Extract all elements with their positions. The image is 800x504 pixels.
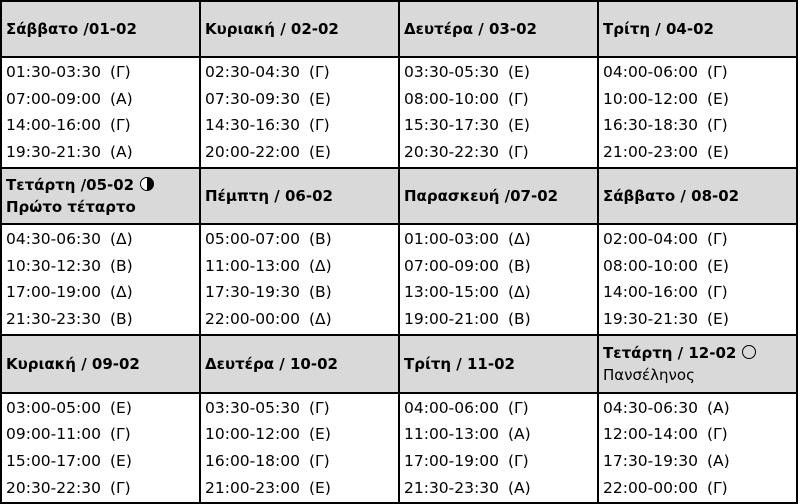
slot-code: (Α) bbox=[110, 143, 133, 162]
slot-time: 17:00-19:00 bbox=[6, 283, 101, 302]
time-slot bbox=[6, 306, 195, 333]
day-slots bbox=[200, 57, 399, 168]
slots-row bbox=[1, 224, 797, 335]
day-title: Κυριακή / 09-02 bbox=[6, 354, 140, 373]
slot-time: 07:00-09:00 bbox=[6, 89, 101, 108]
slot-code: (Ε) bbox=[707, 256, 729, 275]
time-slot bbox=[6, 475, 195, 502]
time-slot bbox=[205, 253, 394, 280]
slot-code: (Α) bbox=[707, 398, 730, 417]
slot-code: (Β) bbox=[110, 309, 133, 328]
slot-code: (Γ) bbox=[707, 229, 728, 248]
slot-code: (Δ) bbox=[309, 309, 332, 328]
slot-time: 22:00-00:00 bbox=[205, 309, 300, 328]
slot-code: (Ε) bbox=[110, 398, 132, 417]
time-slot bbox=[205, 448, 394, 475]
slot-code: (Β) bbox=[309, 283, 332, 302]
day-header bbox=[399, 1, 598, 57]
day-title: Τρίτη / 11-02 bbox=[404, 354, 515, 373]
slot-time: 04:00-06:00 bbox=[404, 398, 499, 417]
slot-time: 09:00-11:00 bbox=[6, 425, 101, 444]
slot-code: (Ε) bbox=[309, 425, 331, 444]
day-slots bbox=[598, 57, 797, 168]
day-header-row bbox=[1, 335, 797, 393]
time-slot bbox=[404, 475, 593, 502]
slot-code: (Γ) bbox=[707, 63, 728, 81]
slot-time: 08:00-10:00 bbox=[404, 89, 499, 108]
day-slots bbox=[1, 393, 200, 504]
day-title: Δευτέρα / 10-02 bbox=[205, 354, 338, 373]
time-slot bbox=[603, 421, 792, 448]
slot-time: 10:00-12:00 bbox=[603, 89, 698, 108]
time-slot bbox=[205, 395, 394, 422]
day-header bbox=[200, 335, 399, 393]
time-slot bbox=[603, 279, 792, 306]
slot-time: 19:30-21:30 bbox=[6, 143, 101, 162]
time-slot bbox=[603, 448, 792, 475]
slot-time: 15:30-17:30 bbox=[404, 116, 499, 135]
slot-time: 07:30-09:30 bbox=[205, 89, 300, 108]
slot-time: 08:00-10:00 bbox=[603, 256, 698, 275]
slot-code: (Γ) bbox=[309, 452, 330, 471]
time-slot bbox=[404, 279, 593, 306]
slots-row bbox=[1, 57, 797, 168]
slot-code: (Ε) bbox=[309, 478, 331, 497]
day-header bbox=[1, 1, 200, 57]
slot-code: (Γ) bbox=[110, 425, 131, 444]
slot-time: 12:00-14:00 bbox=[603, 425, 698, 444]
time-slot bbox=[603, 226, 792, 253]
time-slot bbox=[6, 279, 195, 306]
time-slot bbox=[404, 139, 593, 166]
full-moon-icon bbox=[742, 345, 756, 359]
slot-time: 05:00-07:00 bbox=[205, 229, 300, 248]
day-slots bbox=[598, 224, 797, 335]
slot-code: (Β) bbox=[309, 229, 332, 248]
slot-time: 19:00-21:00 bbox=[404, 309, 499, 328]
time-slot bbox=[603, 112, 792, 139]
day-title: Σάββατο /01-02 bbox=[6, 20, 137, 38]
slot-code: (Β) bbox=[508, 256, 531, 275]
time-slot bbox=[603, 475, 792, 502]
day-header bbox=[598, 335, 797, 393]
slot-time: 02:30-04:30 bbox=[205, 63, 300, 81]
slot-time: 21:30-23:30 bbox=[404, 478, 499, 497]
slot-time: 21:30-23:30 bbox=[6, 309, 101, 328]
slot-code: (Γ) bbox=[309, 63, 330, 81]
slot-code: (Α) bbox=[508, 478, 531, 497]
slot-time: 04:30-06:30 bbox=[603, 398, 698, 417]
slot-time: 04:00-06:00 bbox=[603, 63, 698, 81]
moon-phase-label: Πρώτο τέταρτο bbox=[6, 197, 136, 216]
slot-time: 14:30-16:30 bbox=[205, 116, 300, 135]
day-title: Τρίτη / 04-02 bbox=[603, 20, 714, 38]
slots-row bbox=[1, 393, 797, 504]
time-slot bbox=[205, 421, 394, 448]
slot-code: (Β) bbox=[508, 309, 531, 328]
slot-code: (Γ) bbox=[110, 116, 131, 135]
slot-code: (Ε) bbox=[309, 143, 331, 162]
day-slots bbox=[399, 224, 598, 335]
time-slot bbox=[603, 395, 792, 422]
time-slot bbox=[6, 395, 195, 422]
slot-code: (Δ) bbox=[508, 229, 531, 248]
slot-code: (Δ) bbox=[508, 283, 531, 302]
slot-time: 02:00-04:00 bbox=[603, 229, 698, 248]
day-slots bbox=[399, 393, 598, 504]
time-slot bbox=[205, 226, 394, 253]
day-header bbox=[598, 1, 797, 57]
time-slot bbox=[205, 59, 394, 86]
slot-time: 22:00-00:00 bbox=[603, 478, 698, 497]
slot-time: 10:00-12:00 bbox=[205, 425, 300, 444]
slot-code: (Β) bbox=[110, 256, 133, 275]
slot-code: (Ε) bbox=[707, 309, 729, 328]
slot-time: 17:00-19:00 bbox=[404, 452, 499, 471]
slot-code: (Γ) bbox=[508, 452, 529, 471]
time-slot bbox=[6, 139, 195, 166]
slot-code: (Γ) bbox=[110, 478, 131, 497]
slot-time: 14:00-16:00 bbox=[603, 283, 698, 302]
day-header bbox=[399, 168, 598, 224]
time-slot bbox=[404, 395, 593, 422]
slot-time: 01:30-03:30 bbox=[6, 63, 101, 81]
slot-code: (Γ) bbox=[707, 425, 728, 444]
slot-time: 14:00-16:00 bbox=[6, 116, 101, 135]
time-slot bbox=[404, 112, 593, 139]
slot-code: (Ε) bbox=[508, 116, 530, 135]
slot-code: (Α) bbox=[508, 425, 531, 444]
slot-time: 20:30-22:30 bbox=[404, 143, 499, 162]
slot-time: 15:00-17:00 bbox=[6, 452, 101, 471]
time-slot bbox=[603, 86, 792, 113]
time-slot bbox=[6, 448, 195, 475]
slot-time: 17:30-19:30 bbox=[603, 452, 698, 471]
slot-time: 10:30-12:30 bbox=[6, 256, 101, 275]
slot-code: (Γ) bbox=[110, 63, 131, 81]
day-header-row bbox=[1, 168, 797, 224]
day-header bbox=[200, 168, 399, 224]
time-slot bbox=[404, 86, 593, 113]
time-slot bbox=[6, 86, 195, 113]
slot-time: 19:30-21:30 bbox=[603, 309, 698, 328]
slot-time: 16:00-18:00 bbox=[205, 452, 300, 471]
time-slot bbox=[404, 226, 593, 253]
day-title: Σάββατο / 08-02 bbox=[603, 186, 740, 205]
slot-time: 20:00-22:00 bbox=[205, 143, 300, 162]
time-slot bbox=[603, 253, 792, 280]
time-slot bbox=[603, 59, 792, 86]
time-slot bbox=[603, 139, 792, 166]
day-title: Δευτέρα / 03-02 bbox=[404, 20, 537, 38]
slot-code: (Γ) bbox=[508, 143, 529, 162]
slot-code: (Ε) bbox=[508, 63, 530, 81]
time-slot bbox=[205, 112, 394, 139]
time-slot bbox=[205, 139, 394, 166]
time-slot bbox=[404, 253, 593, 280]
time-slot bbox=[404, 306, 593, 333]
slot-code: (Ε) bbox=[309, 89, 331, 108]
day-header bbox=[598, 168, 797, 224]
slot-time: 01:00-03:00 bbox=[404, 229, 499, 248]
day-header bbox=[1, 168, 200, 224]
time-slot bbox=[6, 226, 195, 253]
slot-time: 13:00-15:00 bbox=[404, 283, 499, 302]
day-slots bbox=[200, 393, 399, 504]
slot-time: 17:30-19:30 bbox=[205, 283, 300, 302]
slot-code: (Γ) bbox=[707, 478, 728, 497]
day-header bbox=[200, 1, 399, 57]
day-title: Παρασκευή /07-02 bbox=[404, 186, 559, 205]
time-slot bbox=[404, 59, 593, 86]
day-slots bbox=[598, 393, 797, 504]
slot-code: (Ε) bbox=[707, 143, 729, 162]
slot-time: 16:30-18:30 bbox=[603, 116, 698, 135]
day-slots bbox=[399, 57, 598, 168]
time-slot bbox=[6, 421, 195, 448]
slot-time: 04:30-06:30 bbox=[6, 229, 101, 248]
moon-phase-label: Πανσέληνος bbox=[603, 365, 695, 384]
time-slot bbox=[6, 59, 195, 86]
slot-code: (Γ) bbox=[508, 89, 529, 108]
day-header-row bbox=[1, 1, 797, 57]
slot-code: (Δ) bbox=[309, 256, 332, 275]
slot-time: 03:30-05:30 bbox=[404, 63, 499, 81]
slot-code: (Α) bbox=[707, 452, 730, 471]
slot-time: 03:00-05:00 bbox=[6, 398, 101, 417]
slot-code: (Γ) bbox=[309, 398, 330, 417]
slot-time: 07:00-09:00 bbox=[404, 256, 499, 275]
day-header bbox=[1, 335, 200, 393]
time-slot bbox=[6, 112, 195, 139]
time-slot bbox=[205, 306, 394, 333]
day-slots bbox=[200, 224, 399, 335]
slot-time: 21:00-23:00 bbox=[603, 143, 698, 162]
slot-code: (Δ) bbox=[110, 283, 133, 302]
time-slot bbox=[6, 253, 195, 280]
day-header bbox=[399, 335, 598, 393]
slot-code: (Α) bbox=[110, 89, 133, 108]
first-quarter-moon-icon bbox=[140, 177, 154, 191]
day-title: Κυριακή / 02-02 bbox=[205, 20, 339, 38]
slot-code: (Γ) bbox=[707, 116, 728, 135]
slot-time: 03:30-05:30 bbox=[205, 398, 300, 417]
time-slot bbox=[205, 86, 394, 113]
time-slot bbox=[205, 475, 394, 502]
slot-time: 11:00-13:00 bbox=[404, 425, 499, 444]
slot-code: (Γ) bbox=[707, 283, 728, 302]
day-title: Τετάρτη / 12-02 bbox=[603, 343, 737, 362]
slot-code: (Ε) bbox=[707, 89, 729, 108]
day-slots bbox=[1, 224, 200, 335]
slot-time: 11:00-13:00 bbox=[205, 256, 300, 275]
time-slot bbox=[205, 279, 394, 306]
time-slot bbox=[603, 306, 792, 333]
slot-time: 21:00-23:00 bbox=[205, 478, 300, 497]
slot-time: 20:30-22:30 bbox=[6, 478, 101, 497]
slot-code: (Γ) bbox=[309, 116, 330, 135]
slot-code: (Γ) bbox=[508, 398, 529, 417]
time-slot bbox=[404, 448, 593, 475]
day-title: Τετάρτη /05-02 bbox=[6, 175, 135, 194]
slot-code: (Ε) bbox=[110, 452, 132, 471]
slot-code: (Δ) bbox=[110, 229, 133, 248]
day-slots bbox=[1, 57, 200, 168]
time-slot bbox=[404, 421, 593, 448]
day-title: Πέμπτη / 06-02 bbox=[205, 186, 333, 205]
